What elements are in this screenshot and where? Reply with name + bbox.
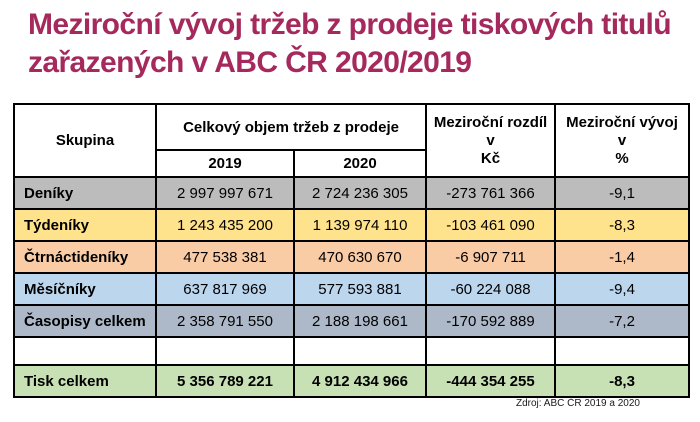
- total-pct: -8,3: [555, 365, 689, 397]
- header-cell-volume: Celkový objem tržeb z prodeje: [156, 104, 426, 150]
- empty-cell: [156, 337, 294, 365]
- header-pct-line1: Meziroční vývoj v: [566, 113, 678, 149]
- value-2020: 1 139 974 110: [294, 209, 426, 241]
- row-label: Deníky: [14, 177, 156, 209]
- header-pct-line2: %: [615, 149, 629, 167]
- spacer-row: [14, 337, 689, 365]
- header-cell-skupina: Skupina: [14, 104, 156, 177]
- value-diff: -60 224 088: [426, 273, 555, 305]
- total-2020: 4 912 434 966: [294, 365, 426, 397]
- table-row-deniky: [14, 177, 689, 209]
- header-cell-2019: 2019: [156, 150, 294, 177]
- value-diff: -6 907 711: [426, 241, 555, 273]
- header-diff-line2: Kč: [480, 149, 501, 167]
- empty-cell: [555, 337, 689, 365]
- total-2019: 5 356 789 221: [156, 365, 294, 397]
- value-2020: 577 593 881: [294, 273, 426, 305]
- value-diff: -103 461 090: [426, 209, 555, 241]
- header-cell-diff: [426, 104, 555, 177]
- value-2019: 637 817 969: [156, 273, 294, 305]
- value-2019: 477 538 381: [156, 241, 294, 273]
- value-pct: -7,2: [555, 305, 689, 337]
- table-row-casopisy-celkem: [14, 305, 689, 337]
- empty-cell: [294, 337, 426, 365]
- value-pct: -8,3: [555, 209, 689, 241]
- revenue-table: [13, 103, 690, 398]
- header-cell-2020: 2020: [294, 150, 426, 177]
- row-label: Časopisy celkem: [14, 305, 156, 337]
- value-2019: 2 358 791 550: [156, 305, 294, 337]
- value-pct: -9,4: [555, 273, 689, 305]
- table-row-ctrnactideniky: [14, 241, 689, 273]
- value-2019: 2 997 997 671: [156, 177, 294, 209]
- value-2020: 470 630 670: [294, 241, 426, 273]
- row-label: Měsíčníky: [14, 273, 156, 305]
- value-pct: -1,4: [555, 241, 689, 273]
- total-label: Tisk celkem: [14, 365, 156, 397]
- header-diff-line1: Meziroční rozdíl v: [433, 113, 548, 149]
- total-diff: -444 354 255: [426, 365, 555, 397]
- source-note: Zdroj: ABC ČR 2019 a 2020: [516, 398, 640, 409]
- value-pct: -9,1: [555, 177, 689, 209]
- value-2019: 1 243 435 200: [156, 209, 294, 241]
- value-diff: -273 761 366: [426, 177, 555, 209]
- empty-cell: [426, 337, 555, 365]
- row-label: Týdeníky: [14, 209, 156, 241]
- table-row-tisk-celkem: [14, 365, 689, 397]
- empty-cell: [14, 337, 156, 365]
- value-2020: 2 724 236 305: [294, 177, 426, 209]
- row-label: Čtrnáctideníky: [14, 241, 156, 273]
- value-diff: -170 592 889: [426, 305, 555, 337]
- table-row-tydeniky: [14, 209, 689, 241]
- page-title: Meziroční vývoj tržeb z prodeje tiskových titulů zařazených v ABC ČR 2020/2019: [28, 8, 672, 79]
- header-row-1: [14, 104, 689, 150]
- value-2020: 2 188 198 661: [294, 305, 426, 337]
- table-row-mesicniky: [14, 273, 689, 305]
- header-cell-pct: [555, 104, 689, 177]
